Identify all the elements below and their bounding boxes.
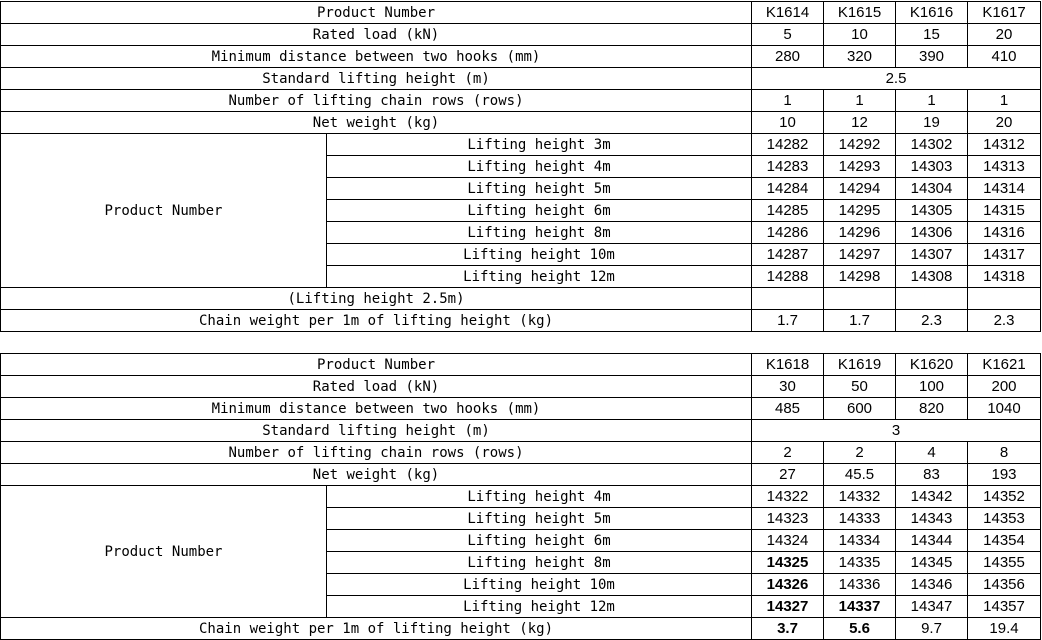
empty-cell — [968, 288, 1041, 310]
min-distance-cell: 820 — [896, 398, 968, 420]
product-code-cell: 14288 — [752, 266, 824, 288]
table-row — [1, 376, 1041, 398]
model-cell: K1620 — [896, 354, 968, 376]
net-weight-cell: 10 — [752, 112, 824, 134]
row-label: Lifting height 10m — [327, 244, 752, 266]
product-code-cell: 14305 — [896, 200, 968, 222]
product-code-cell: 14298 — [824, 266, 896, 288]
table-row — [1, 486, 1041, 508]
std-height-cell: 3 — [752, 420, 1041, 442]
product-code-cell: 14293 — [824, 156, 896, 178]
row-label: Lifting height 12m — [327, 266, 752, 288]
table-row — [1, 354, 1041, 376]
table-row — [1, 134, 1041, 156]
rated-load-cell: 100 — [896, 376, 968, 398]
chain-weight-cell: 1.7 — [824, 310, 896, 332]
chain-rows-label: Number of lifting chain rows (rows) — [1, 442, 752, 464]
min-distance-cell: 280 — [752, 46, 824, 68]
product-code-cell: 14312 — [968, 134, 1041, 156]
empty-cell — [824, 288, 896, 310]
product-code-cell: 14284 — [752, 178, 824, 200]
net-weight-cell: 193 — [968, 464, 1041, 486]
product-code-cell: 14314 — [968, 178, 1041, 200]
rated-load-cell: 10 — [824, 24, 896, 46]
product-code-cell: 14318 — [968, 266, 1041, 288]
net-weight-cell: 27 — [752, 464, 824, 486]
chain-rows-cell: 2 — [824, 442, 896, 464]
row-label: Lifting height 12m — [327, 596, 752, 618]
min-distance-label: Minimum distance between two hooks (mm) — [1, 398, 752, 420]
spec-table-2 — [0, 353, 1041, 640]
rated-load-cell: 15 — [896, 24, 968, 46]
table-row — [1, 46, 1041, 68]
model-cell: K1614 — [752, 2, 824, 24]
rated-load-label: Rated load (kN) — [1, 24, 752, 46]
product-code-cell: 14297 — [824, 244, 896, 266]
table-row — [1, 68, 1041, 90]
product-code-cell: 14332 — [824, 486, 896, 508]
std-height-label: Standard lifting height (m) — [1, 68, 752, 90]
row-label: Lifting height 5m — [327, 178, 752, 200]
min-distance-cell: 485 — [752, 398, 824, 420]
table-row — [1, 310, 1041, 332]
product-code-cell: 14324 — [752, 530, 824, 552]
product-code-cell: 14345 — [896, 552, 968, 574]
product-code-cell: 14303 — [896, 156, 968, 178]
row-label: Lifting height 6m — [327, 200, 752, 222]
table-row — [1, 464, 1041, 486]
chain-weight-cell: 19.4 — [968, 618, 1041, 640]
min-distance-label: Minimum distance between two hooks (mm) — [1, 46, 752, 68]
chain-rows-cell: 1 — [896, 90, 968, 112]
row-label: Lifting height 8m — [327, 222, 752, 244]
product-code-cell: 14296 — [824, 222, 896, 244]
row-label: Lifting height 6m — [327, 530, 752, 552]
table-row — [1, 90, 1041, 112]
product-code-cell: 14353 — [968, 508, 1041, 530]
product-code-cell: 14283 — [752, 156, 824, 178]
chain-rows-cell: 1 — [824, 90, 896, 112]
empty-cell — [752, 288, 824, 310]
product-code-cell: 14302 — [896, 134, 968, 156]
min-distance-cell: 600 — [824, 398, 896, 420]
chain-rows-cell: 1 — [968, 90, 1041, 112]
chain-rows-cell: 8 — [968, 442, 1041, 464]
product-code-cell: 14313 — [968, 156, 1041, 178]
product-code-cell: 14323 — [752, 508, 824, 530]
net-weight-cell: 83 — [896, 464, 968, 486]
min-distance-cell: 1040 — [968, 398, 1041, 420]
chain-weight-cell: 3.7 — [752, 618, 824, 640]
row-label: Lifting height 10m — [327, 574, 752, 596]
chain-rows-cell: 2 — [752, 442, 824, 464]
product-code-cell: 14308 — [896, 266, 968, 288]
rated-load-cell: 5 — [752, 24, 824, 46]
product-code-cell: 14285 — [752, 200, 824, 222]
table-row — [1, 618, 1041, 640]
product-code-cell: 14304 — [896, 178, 968, 200]
product-number-label: Product Number — [1, 354, 752, 376]
product-code-cell: 14356 — [968, 574, 1041, 596]
product-code-cell: 14335 — [824, 552, 896, 574]
row-label: Lifting height 4m — [327, 156, 752, 178]
chain-weight-label: Chain weight per 1m of lifting height (kg) — [1, 618, 752, 640]
chain-weight-cell: 1.7 — [752, 310, 824, 332]
chain-rows-label: Number of lifting chain rows (rows) — [1, 90, 752, 112]
product-code-cell: 14343 — [896, 508, 968, 530]
chain-rows-cell: 4 — [896, 442, 968, 464]
net-weight-label: Net weight (kg) — [1, 464, 752, 486]
net-weight-cell: 19 — [896, 112, 968, 134]
product-code-cell: 14294 — [824, 178, 896, 200]
rated-load-label: Rated load (kN) — [1, 376, 752, 398]
table-row — [1, 112, 1041, 134]
min-distance-cell: 390 — [896, 46, 968, 68]
product-code-cell: 14344 — [896, 530, 968, 552]
product-code-cell: 14342 — [896, 486, 968, 508]
net-weight-label: Net weight (kg) — [1, 112, 752, 134]
min-distance-cell: 410 — [968, 46, 1041, 68]
net-weight-cell: 20 — [968, 112, 1041, 134]
product-code-cell: 14327 — [752, 596, 824, 618]
product-code-cell: 14295 — [824, 200, 896, 222]
model-cell: K1618 — [752, 354, 824, 376]
rated-load-cell: 200 — [968, 376, 1041, 398]
product-code-cell: 14317 — [968, 244, 1041, 266]
table-row — [1, 442, 1041, 464]
std-height-label: Standard lifting height (m) — [1, 420, 752, 442]
net-weight-cell: 45.5 — [824, 464, 896, 486]
product-code-cell: 14354 — [968, 530, 1041, 552]
table-row — [1, 24, 1041, 46]
model-cell: K1617 — [968, 2, 1041, 24]
product-code-cell: 14346 — [896, 574, 968, 596]
product-code-cell: 14282 — [752, 134, 824, 156]
model-cell: K1619 — [824, 354, 896, 376]
product-code-cell: 14315 — [968, 200, 1041, 222]
table-row — [1, 2, 1041, 24]
chain-weight-cell: 5.6 — [824, 618, 896, 640]
product-code-cell: 14357 — [968, 596, 1041, 618]
product-code-cell: 14326 — [752, 574, 824, 596]
product-code-cell: 14352 — [968, 486, 1041, 508]
chain-weight-label: Chain weight per 1m of lifting height (kg) — [1, 310, 752, 332]
product-code-cell: 14325 — [752, 552, 824, 574]
net-weight-cell: 12 — [824, 112, 896, 134]
rated-load-cell: 50 — [824, 376, 896, 398]
note-label: (Lifting height 2.5m) — [1, 288, 752, 310]
group-label: Product Number — [1, 134, 327, 288]
table-row — [1, 398, 1041, 420]
product-code-cell: 14336 — [824, 574, 896, 596]
group-label: Product Number — [1, 486, 327, 618]
model-cell: K1621 — [968, 354, 1041, 376]
product-code-cell: 14322 — [752, 486, 824, 508]
product-code-cell: 14333 — [824, 508, 896, 530]
chain-weight-cell: 2.3 — [896, 310, 968, 332]
product-code-cell: 14306 — [896, 222, 968, 244]
spec-table-1 — [0, 1, 1041, 332]
model-cell: K1615 — [824, 2, 896, 24]
chain-rows-cell: 1 — [752, 90, 824, 112]
product-code-cell: 14292 — [824, 134, 896, 156]
product-code-cell: 14307 — [896, 244, 968, 266]
row-label: Lifting height 3m — [327, 134, 752, 156]
empty-cell — [896, 288, 968, 310]
product-code-cell: 14316 — [968, 222, 1041, 244]
model-cell: K1616 — [896, 2, 968, 24]
table-row — [1, 420, 1041, 442]
table-row — [1, 288, 1041, 310]
product-code-cell: 14334 — [824, 530, 896, 552]
product-code-cell: 14337 — [824, 596, 896, 618]
row-label: Lifting height 5m — [327, 508, 752, 530]
product-code-cell: 14287 — [752, 244, 824, 266]
product-number-label: Product Number — [1, 2, 752, 24]
rated-load-cell: 20 — [968, 24, 1041, 46]
chain-weight-cell: 9.7 — [896, 618, 968, 640]
row-label: Lifting height 8m — [327, 552, 752, 574]
row-label: Lifting height 4m — [327, 486, 752, 508]
product-code-cell: 14347 — [896, 596, 968, 618]
rated-load-cell: 30 — [752, 376, 824, 398]
product-code-cell: 14355 — [968, 552, 1041, 574]
std-height-cell: 2.5 — [752, 68, 1041, 90]
product-code-cell: 14286 — [752, 222, 824, 244]
min-distance-cell: 320 — [824, 46, 896, 68]
chain-weight-cell: 2.3 — [968, 310, 1041, 332]
